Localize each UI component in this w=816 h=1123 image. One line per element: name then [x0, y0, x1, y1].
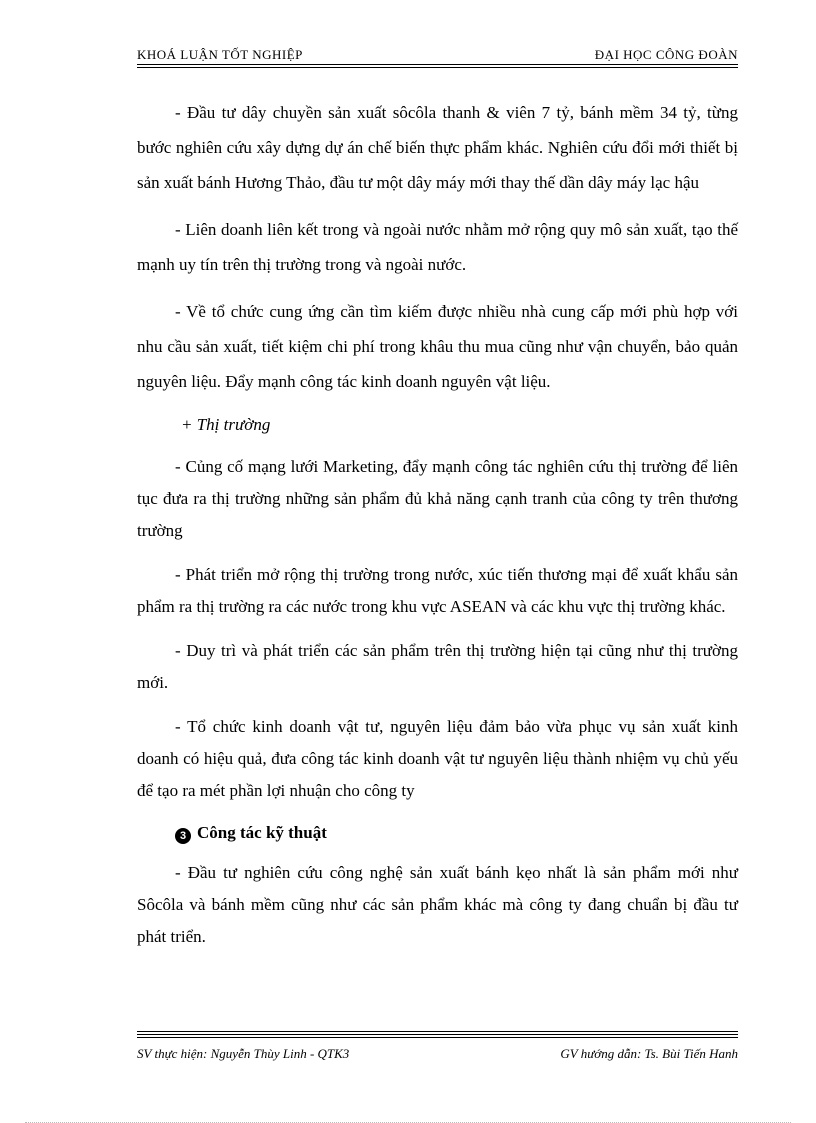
- paragraph-joint-venture: - Liên doanh liên kết trong và ngoài nước nhằm mở rộng quy mô sản xuất, tạo thế mạnh uy tín trên thị trường trong và ngoài nước.: [137, 220, 738, 274]
- header-rule-double: [137, 67, 738, 68]
- footer-advisor-label: GV hướng dẫn: Ts. Bùi Tiến Hanh: [560, 1046, 738, 1061]
- paragraph-market-expansion: - Phát triển mở rộng thị trường trong nước, xúc tiến thương mại để xuất khẩu sản phẩm ra thị trường ra các nước trong khu vực ASEAN và các khu vực thị trường khác.: [137, 565, 738, 616]
- paragraph-supply-organization: - Về tổ chức cung ứng cần tìm kiếm được nhiều nhà cung cấp mới phù hợp với nhu cầu sản xuất, tiết kiệm chi phí trong khâu thu mua cũng như vận chuyển, bảo quản nguyên liệu. Đẩy mạnh công tác kinh doanh nguyên vật liệu.: [137, 302, 738, 391]
- footer-rule-2: [137, 1034, 738, 1035]
- paragraph-materials-business: - Tổ chức kinh doanh vật tư, nguyên liệu đảm bảo vừa phục vụ sản xuất kinh doanh có hiệu quả, đưa công tác kinh doanh vật tư nguyên liệu thành nhiệm vụ chủ yếu để tạo ra mét phần lợi nhuận cho công ty: [137, 717, 738, 800]
- footer-rule-3: [137, 1037, 738, 1038]
- header-rule: [137, 64, 738, 65]
- section-heading-technical: [175, 819, 738, 847]
- paragraph-maintain-products: - Duy trì và phát triển các sản phẩm trên thị trường hiện tại cũng như thị trường mới.: [137, 641, 738, 692]
- footer-student-label: SV thực hiện: Nguyễn Thùy Linh - QTK3: [137, 1046, 350, 1061]
- numbered-circle-icon: 3: [175, 828, 191, 844]
- page-header: [137, 47, 738, 65]
- paragraph-technology-research: - Đầu tư nghiên cứu công nghệ sản xuất bánh kẹo nhất là sản phẩm mới như Sôcôla và bánh mềm cũng như các sản phẩm khác mà công ty đang chuẩn bị đầu tư phát triển.: [137, 863, 738, 946]
- subheading-market: + Thị trường: [181, 415, 271, 434]
- page-footer: [137, 1031, 738, 1071]
- paragraph-equipment-investment: - Đầu tư dây chuyền sản xuất sôcôla thanh & viên 7 tỷ, bánh mềm 34 tỷ, từng bước nghiên cứu xây dựng dự án chế biến thực phẩm khác. Nghiên cứu đổi mới thiết bị sản xuất bánh Hương Thảo, đầu tư một dây máy mới thay thế dần dây máy lạc hậu: [137, 103, 738, 192]
- header-university-label: ĐẠI HỌC CÔNG ĐOÀN: [594, 47, 738, 62]
- footer-rule: [137, 1031, 738, 1032]
- document-body: [137, 95, 738, 965]
- section-heading-text: Công tác kỹ thuật: [197, 823, 327, 842]
- paragraph-marketing: - Củng cố mạng lưới Marketing, đẩy mạnh công tác nghiên cứu thị trường để liên tục đưa ra thị trường những sản phẩm đủ khả năng cạnh tranh của công ty trên thương trường: [137, 457, 738, 540]
- header-thesis-label: KHOÁ LUẬN TỐT NGHIỆP: [137, 47, 303, 62]
